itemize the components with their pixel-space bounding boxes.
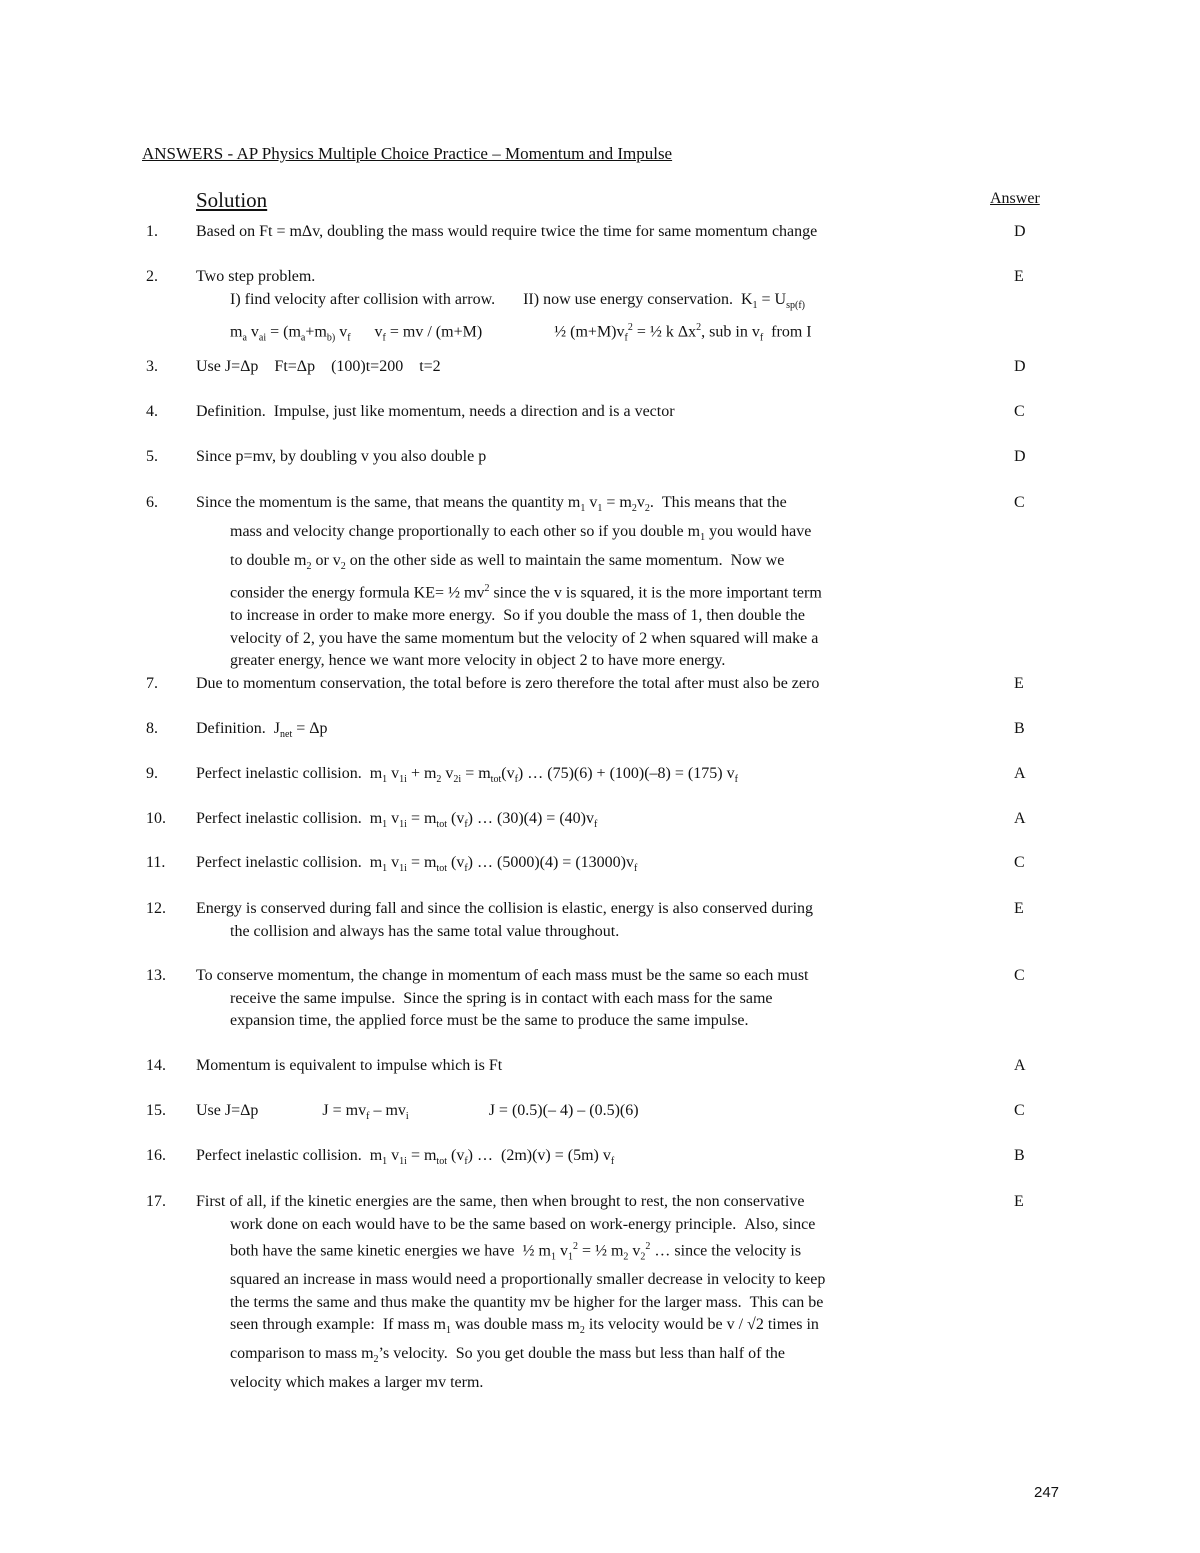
solution-line: Two step problem. — [196, 268, 316, 285]
solution-line: $m_a$ $v_{ai} = (m_a+m_{b)}$ $v_f$ $v_f$ = mv / (m+M) ½ $(m+M)v_f^2$ = ½ k $\Delta x^2$, sub in $v_f$ from I — [230, 322, 812, 344]
question-number: 16. — [146, 1147, 166, 1164]
page-number: 247 — [1034, 1484, 1060, 1501]
solution-line: greater energy, hence we want more velocity in object 2 to have more energy. — [230, 652, 726, 670]
solution-text — [196, 1055, 986, 1078]
answer-letter: C — [1014, 1102, 1025, 1119]
question-number: 5. — [146, 448, 158, 465]
solution-text — [196, 1145, 986, 1174]
question-number: 14. — [146, 1057, 166, 1074]
solution-line: Due to momentum conservation, the total before is zero therefore the total after must also be zero — [196, 675, 820, 692]
question-number: 10. — [146, 810, 166, 827]
solution-text — [196, 1191, 986, 1395]
solution-line: both have the same kinetic energies we have ½ $m_1$ $v_1^2$ = ½ $m_2$ $v_2^2$ … since the velocity is — [230, 1241, 802, 1263]
solution-text — [196, 266, 986, 350]
question-number: 9. — [146, 765, 158, 782]
solution-text — [196, 673, 986, 696]
answer-letter: D — [1014, 448, 1026, 465]
solution-line: velocity which makes a larger mv term. — [230, 1374, 484, 1392]
solution-line: to double $m_2$ or $v_2$ on the other side as well to maintain the same momentum. Now we — [230, 551, 785, 572]
solution-text — [196, 492, 986, 673]
question-number: 7. — [146, 675, 158, 692]
question-number: 3. — [146, 358, 158, 375]
solution-line: expansion time, the applied force must be the same to produce the same impulse. — [230, 1012, 749, 1030]
solution-line: Since p=mv, by doubling v you also double p — [196, 448, 487, 465]
answer-header: Answer — [990, 190, 1040, 207]
question-number: 1. — [146, 223, 158, 240]
question-number: 4. — [146, 403, 158, 420]
solution-line: the collision and always has the same total value throughout. — [230, 922, 620, 940]
solution-line: consider the energy formula KE= ½ $mv^2$ since the v is squared, it is the more important term — [230, 583, 822, 602]
solution-line: velocity of 2, you have the same momentum but the velocity of 2 when squared will make a — [230, 629, 819, 647]
question-number: 13. — [146, 967, 166, 984]
solution-line: Use J=Δp Ft=Δp (100)t=200 t=2 — [196, 358, 441, 375]
answer-letter: A — [1014, 765, 1026, 782]
answer-letter: E — [1014, 675, 1024, 692]
solution-line: Perfect inelastic collision. $m_1$ $v_{1i} = m_{tot}$ $(v_f)$ … $(30)(4) = (40)v_f$ — [196, 810, 598, 831]
solution-text — [196, 763, 986, 792]
answer-letter: B — [1014, 720, 1025, 737]
solution-text — [196, 965, 986, 1033]
solution-line: squared an increase in mass would need a proportionally smaller decrease in velocity to keep — [230, 1271, 826, 1289]
answer-letter: B — [1014, 1147, 1025, 1164]
question-number: 15. — [146, 1102, 166, 1119]
solution-line: Based on Ft = mΔv, doubling the mass would require twice the time for same momentum change — [196, 223, 818, 240]
solution-line: mass and velocity change proportionally to each other so if you double $m_1$ you would have — [230, 522, 812, 543]
solution-line: To conserve momentum, the change in momentum of each mass must be the same so each must — [196, 967, 809, 984]
solution-line: Energy is conserved during fall and since the collision is elastic, energy is also conserved during — [196, 900, 814, 917]
question-number: 6. — [146, 494, 158, 511]
solution-text — [196, 808, 986, 837]
solution-line: Momentum is equivalent to impulse which is Ft — [196, 1057, 503, 1074]
solution-text — [196, 221, 986, 244]
solution-header: Solution — [196, 188, 268, 212]
solution-line: the terms the same and thus make the quantity mv be higher for the larger mass. This can be — [230, 1293, 824, 1311]
solution-line: Since the momentum is the same, that means the quantity $m_1$ $v_1 = m_2v_2$. This means that the — [196, 494, 787, 515]
solution-line: Definition. $J_{net} = \Delta p$ — [196, 720, 328, 741]
answer-letter: A — [1014, 1057, 1026, 1074]
question-number: 8. — [146, 720, 158, 737]
question-number: 2. — [146, 268, 158, 285]
answer-letter: E — [1014, 900, 1024, 917]
solution-line: Perfect inelastic collision. $m_1$ $v_{1i} + m_2$ $v_{2i} = m_{tot}(v_f)$ … (75)(6) + (100)(–8) = (175) $v_f$ — [196, 765, 738, 786]
solution-text — [196, 898, 986, 943]
answer-letter: E — [1014, 1193, 1024, 1210]
answer-letter: C — [1014, 854, 1025, 871]
solution-text — [196, 718, 986, 747]
solution-line: First of all, if the kinetic energies are the same, then when brought to rest, the non conservative — [196, 1193, 805, 1210]
solution-line: work done on each would have to be the same based on work-energy principle. Also, since — [230, 1215, 816, 1233]
solution-text — [196, 852, 986, 881]
solution-line: to increase in order to make more energy. So if you double the mass of 1, then double the — [230, 607, 805, 625]
question-number: 11. — [146, 854, 166, 871]
answer-letter: C — [1014, 494, 1025, 511]
answer-letter: D — [1014, 223, 1026, 240]
answer-letter: C — [1014, 967, 1025, 984]
solution-line: Use J=Δp $J = mv_f - mv_i$ J = (0.5)(– 4) – (0.5)(6) — [196, 1102, 639, 1123]
solution-line: comparison to mass $m_2’s$ velocity. So you get double the mass but less than half of the — [230, 1345, 785, 1366]
solution-line: Definition. Impulse, just like momentum, needs a direction and is a vector — [196, 403, 675, 420]
question-number: 12. — [146, 900, 166, 917]
answer-letter: A — [1014, 810, 1026, 827]
solution-text — [196, 356, 986, 379]
solution-line: I) find velocity after collision with arrow. II) now use energy conservation. $K_1 = U_{sp(f)}$ — [230, 290, 805, 311]
answer-letter: C — [1014, 403, 1025, 420]
solution-text — [196, 1100, 986, 1129]
solution-line: Perfect inelastic collision. $m_1$ $v_{1i} = m_{tot}$ $(v_f)$ … (2m)(v) = (5m) $v_f$ — [196, 1147, 615, 1168]
solution-text — [196, 446, 986, 469]
answer-letter: D — [1014, 358, 1026, 375]
solution-line: receive the same impulse. Since the spring is in contact with each mass for the same — [230, 989, 773, 1007]
document-title: ANSWERS - AP Physics Multiple Choice Practice – Momentum and Impulse — [142, 144, 673, 163]
solution-text — [196, 401, 986, 424]
question-number: 17. — [146, 1193, 166, 1210]
solution-line: seen through example: If mass $m_1$ was double mass $m_2$ its velocity would be v / √2 times in — [230, 1316, 819, 1337]
solution-line: Perfect inelastic collision. $m_1$ $v_{1i} = m_{tot}$ $(v_f)$ … $(5000)(4) = (13000)v_f$ — [196, 854, 638, 875]
answer-letter: E — [1014, 268, 1024, 285]
